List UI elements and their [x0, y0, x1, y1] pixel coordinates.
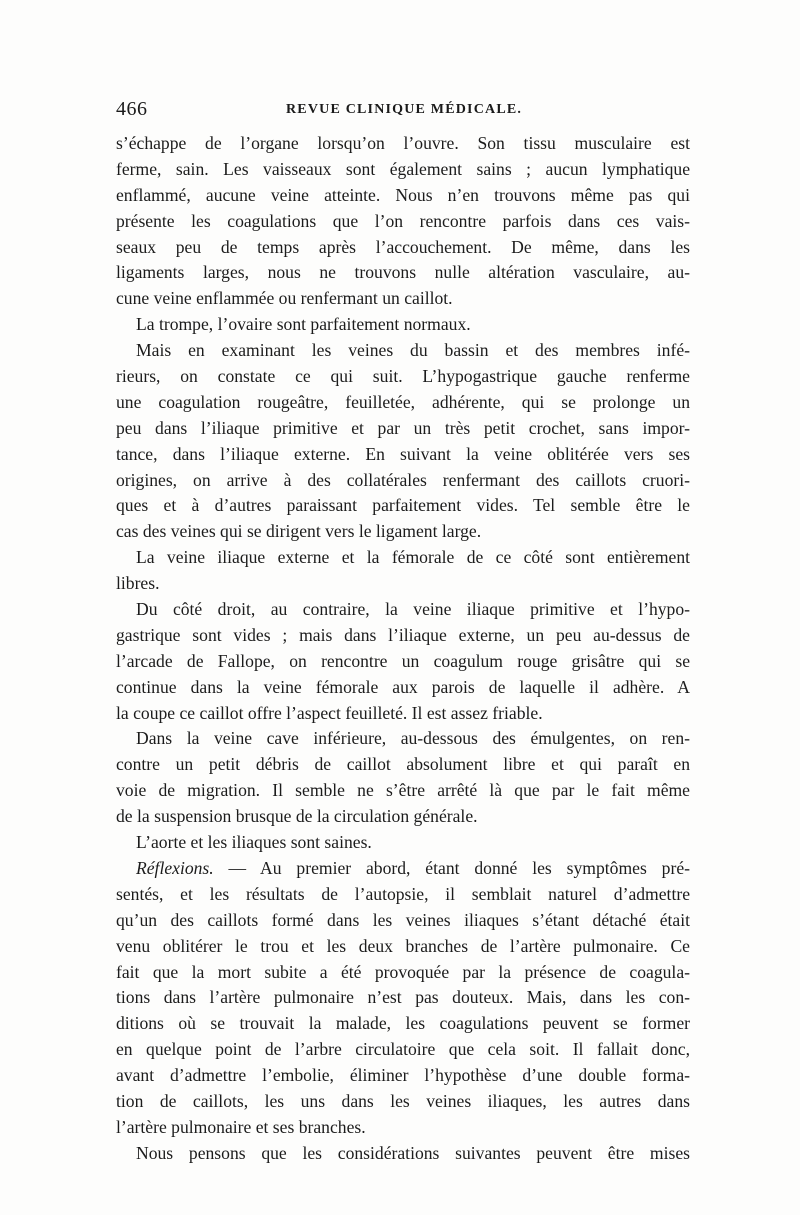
text-line: [116, 209, 690, 235]
text-line-content: gastrique sont vides ; mais dans l’iliaque externe, un peu au-dessus de: [116, 624, 690, 645]
text-line: [116, 131, 690, 157]
text-line-content: la coupe ce caillot offre l’aspect feuilleté. Il est assez friable.: [116, 702, 543, 723]
text-line: [116, 882, 690, 908]
text-line-content: Mais en examinant les veines du bassin et des membres infé-: [136, 340, 690, 361]
text-line-content: l’artère pulmonaire et ses branches.: [116, 1116, 366, 1137]
text-line: [116, 312, 690, 338]
text-line-content: ligaments larges, nous ne trouvons nulle altération vasculaire, au-: [116, 262, 690, 283]
text-line-content: seaux peu de temps après l’accouchement. De même, dans les: [116, 236, 690, 257]
page-number: 466: [116, 98, 148, 120]
text-line-content: venu oblitérer le trou et les deux branches de l’artère pulmonaire. Ce: [116, 935, 690, 956]
text-line: [116, 726, 690, 752]
text-line: [116, 830, 690, 856]
text-line-content: ques et à d’autres paraissant parfaitement vides. Tel semble être le: [116, 495, 690, 516]
text-line: [116, 338, 690, 364]
text-line-content: peu dans l’iliaque primitive et par un très petit crochet, sans impor-: [116, 417, 690, 438]
text-line-content: s’échappe de l’organe lorsqu’on l’ouvre. Son tissu musculaire est: [116, 133, 690, 153]
text-line: [116, 468, 690, 494]
text-line-content: origines, on arrive à des collatérales renfermant des caillots cruori-: [116, 469, 690, 490]
text-line: [116, 778, 690, 804]
text-line: [116, 675, 690, 701]
text-line: [116, 908, 690, 934]
text-line: [116, 856, 690, 882]
text-line: [116, 1115, 690, 1141]
text-line: [116, 286, 690, 312]
text-line-content: fait que la mort subite a été provoquée par la présence de coagula-: [116, 961, 690, 982]
text-line-content: une coagulation rougeâtre, feuilletée, adhérente, qui se prolonge un: [116, 391, 690, 412]
text-line: [116, 1141, 690, 1167]
text-line: [116, 1089, 690, 1115]
text-line: [116, 701, 690, 727]
text-line-content: en quelque point de l’arbre circulatoire que cela soit. Il fallait donc,: [116, 1039, 690, 1060]
text-line-content: enflammé, aucune veine atteinte. Nous n’en trouvons même pas qui: [116, 184, 690, 205]
text-line: [116, 260, 690, 286]
text-line-content: sentés, et les résultats de l’autopsie, il semblait naturel d’admettre: [116, 883, 690, 904]
text-line: [116, 1037, 690, 1063]
text-line-content: cune veine enflammée ou renfermant un caillot.: [116, 288, 453, 309]
text-line: [116, 416, 690, 442]
text-line-content: libres.: [116, 573, 160, 594]
text-line-content: tance, dans l’iliaque externe. En suivant la veine oblitérée vers ses: [116, 443, 690, 464]
text-line-content: rieurs, on constate ce qui suit. L’hypogastrique gauche renferme: [116, 366, 690, 387]
text-line: [116, 623, 690, 649]
text-line-content: La veine iliaque externe et la fémorale de ce côté sont entièrement: [136, 547, 690, 568]
text-line: [116, 183, 690, 209]
text-line-content: cas des veines qui se dirigent vers le ligament large.: [116, 521, 482, 542]
text-line-content: Dans la veine cave inférieure, au-dessous des émulgentes, on ren-: [136, 728, 690, 749]
text-line: [116, 493, 690, 519]
text-line: [116, 985, 690, 1011]
text-line-content: ditions où se trouvait la malade, les coagulations peuvent se former: [116, 1013, 690, 1034]
text-line-content: tions dans l’artère pulmonaire n’est pas douteux. Mais, dans les con-: [116, 987, 690, 1008]
text-line: [116, 804, 690, 830]
text-line-content: présente les coagulations que l’on rencontre parfois dans ces vais-: [116, 210, 690, 231]
text-line: [116, 519, 690, 545]
text-line-content: continue dans la veine fémorale aux parois de laquelle il adhère. A: [116, 676, 690, 697]
text-line-content: L’aorte et les iliaques sont saines.: [136, 832, 372, 853]
text-line-content: voie de migration. Il semble ne s’être arrêté là que par le fait même: [116, 780, 690, 801]
text-line: [116, 752, 690, 778]
text-line-content: Nous pensons que les considérations suivantes peuvent être mises: [136, 1142, 690, 1163]
section-lead: Réflexions.: [136, 857, 214, 878]
text-line-content: l’arcade de Fallope, on rencontre un coagulum rouge grisâtre qui se: [116, 650, 690, 671]
text-line-content: Du côté droit, au contraire, la veine iliaque primitive et l’hypo-: [136, 599, 690, 620]
text-line: [116, 1063, 690, 1089]
text-line: [116, 571, 690, 597]
text-line-content: ferme, sain. Les vaisseaux sont également sains ; aucun lymphatique: [116, 158, 690, 179]
text-line: [116, 235, 690, 261]
running-title: REVUE CLINIQUE MÉDICALE.: [286, 102, 523, 117]
text-line: [116, 934, 690, 960]
text-line: [116, 390, 690, 416]
text-line-content: avant d’admettre l’embolie, éliminer l’hypothèse d’une double forma-: [116, 1065, 690, 1086]
page-header: [116, 98, 690, 128]
text-line: [116, 442, 690, 468]
text-line: [116, 649, 690, 675]
text-line-content: — Au premier abord, étant donné les symptômes pré-: [213, 857, 690, 878]
text-line: [116, 364, 690, 390]
text-line: [116, 960, 690, 986]
text-line-content: La trompe, l’ovaire sont parfaitement normaux.: [136, 314, 471, 335]
text-line-content: de la suspension brusque de la circulation générale.: [116, 806, 478, 827]
text-line-content: tion de caillots, les uns dans les veines iliaques, les autres dans: [116, 1090, 690, 1111]
text-line-content: qu’un des caillots formé dans les veines iliaques s’étant détaché était: [116, 909, 690, 930]
text-line: [116, 157, 690, 183]
text-line: [116, 597, 690, 623]
text-line: [116, 545, 690, 571]
text-line: [116, 1011, 690, 1037]
body-text: [116, 131, 690, 1167]
text-line-content: contre un petit débris de caillot absolument libre et qui paraît en: [116, 754, 690, 775]
